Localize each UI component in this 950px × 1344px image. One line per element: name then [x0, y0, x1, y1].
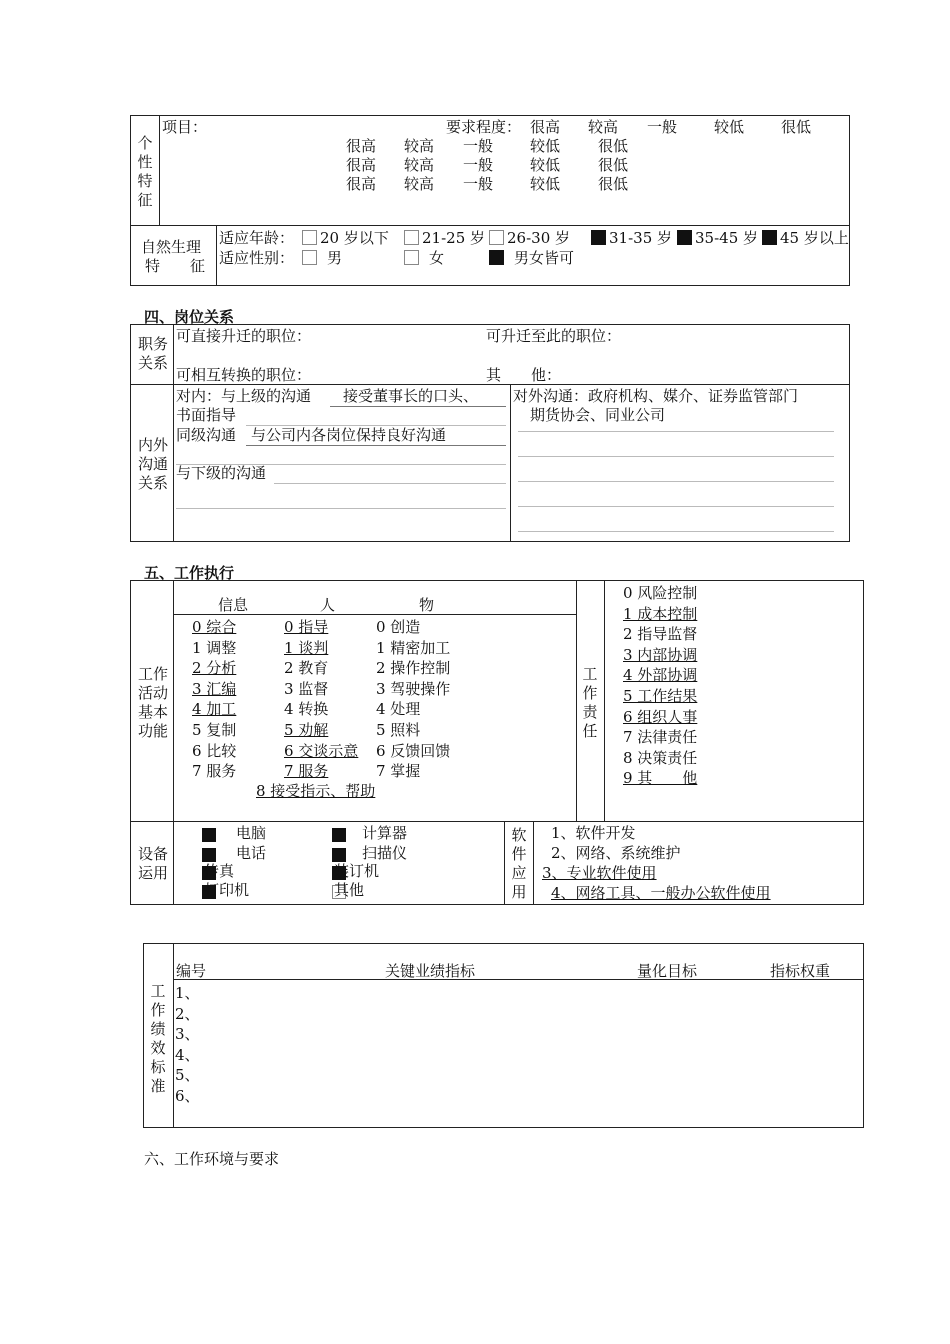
kpi-divider [173, 943, 174, 1128]
info-item: 1 调整 [192, 638, 237, 657]
thing-item: 3 驾驶操作 [376, 679, 451, 698]
mutual-label: 可相互转换的职位： [176, 366, 312, 384]
requirement-level: 一般 [463, 156, 494, 174]
personality-divider [159, 115, 160, 226]
info-item: 0 综合 [192, 618, 237, 636]
kpi-row-number: 3、 [175, 1025, 200, 1044]
people-item: 5 劝解 [284, 721, 329, 739]
responsibility-item: 5 工作结果 [623, 687, 698, 705]
responsibility-item: 6 组织人事 [623, 707, 698, 726]
info-item: 7 服务 [192, 762, 237, 781]
rule-line [274, 483, 506, 484]
thing-item: 4 处理 [376, 700, 421, 719]
people-item: 3 监督 [284, 679, 329, 698]
requirement-level-header: 很低 [781, 118, 812, 136]
rule-line [518, 456, 834, 457]
responsibility-item: 9 其 他 [623, 769, 698, 788]
checkbox-icon[interactable] [404, 230, 419, 245]
equipment-label: 电话 [236, 844, 267, 862]
requirement-level-header: 较高 [588, 118, 619, 136]
info-item: 6 比较 [192, 741, 237, 760]
requirement-label: 要求程度： [446, 118, 522, 136]
checkbox-checked-icon[interactable] [202, 848, 216, 862]
software-item: 1、软件开发 [551, 824, 636, 842]
section5-title: 五、工作执行 [144, 564, 235, 582]
people-item: 6 交谈示意 [284, 741, 359, 760]
activity-table [130, 580, 864, 822]
checkbox-icon[interactable] [404, 250, 419, 265]
checkbox-icon[interactable] [302, 250, 317, 265]
equipment-label: 计算器 [362, 824, 408, 842]
personality-side-label: 个性特征 [137, 134, 153, 209]
requirement-level: 较高 [404, 137, 435, 155]
thing-item: 1 精密加工 [376, 638, 451, 657]
requirement-level: 很高 [346, 156, 377, 174]
kpi-row-number: 5、 [175, 1066, 200, 1085]
gender-label: 适应性别： [219, 249, 295, 267]
requirement-level: 很低 [598, 156, 629, 174]
resp-divider [604, 580, 605, 822]
software-side-label: 软件应用 [511, 826, 527, 901]
kpi-row-number: 6、 [175, 1087, 200, 1105]
checkbox-checked-icon[interactable] [762, 230, 777, 245]
kpi-col-weight: 指标权重 [770, 962, 831, 980]
physio-side-label-1: 自然生理 [141, 238, 202, 256]
age-option-label: 20 岁以下 [320, 229, 389, 247]
requirement-level: 很低 [598, 175, 629, 193]
requirement-level: 较低 [530, 156, 561, 174]
people-item: 0 指导 [284, 618, 329, 636]
checkbox-checked-icon[interactable] [489, 250, 504, 265]
kpi-row-number: 1、 [175, 984, 200, 1002]
checkbox-checked-icon[interactable] [332, 848, 346, 862]
people-item: 2 教育 [284, 659, 329, 678]
software-divider-right [533, 821, 534, 905]
equip-side-label: 设备运用 [137, 845, 168, 882]
requirement-level: 较高 [404, 175, 435, 193]
requirement-level: 较低 [530, 175, 561, 193]
rule-line [518, 481, 834, 482]
section4-title: 四、岗位关系 [144, 308, 235, 326]
comm-side-label: 内外沟通关系 [137, 436, 168, 492]
software-item: 4、网络工具、一般办公软件使用 [551, 884, 771, 902]
resp-side-label: 工作责任 [582, 665, 598, 740]
comm-divider-mid [510, 384, 511, 542]
age-option[interactable] [302, 229, 389, 248]
equipment-label: 扫描仪 [362, 844, 408, 862]
software-divider-left [504, 821, 505, 905]
requirement-level: 很高 [346, 175, 377, 193]
age-option[interactable] [762, 229, 849, 248]
col-info-header: 信息 [218, 596, 249, 614]
age-label: 适应年龄： [219, 229, 295, 247]
responsibility-item: 3 内部协调 [623, 645, 698, 664]
peer-value: 与公司内各岗位保持良好沟通 [251, 426, 447, 444]
rule-line [518, 531, 834, 532]
inner-up-value-2: 书面指导 [176, 406, 237, 424]
info-item: 5 复制 [192, 721, 237, 739]
col-people-header: 人 [320, 596, 336, 614]
info-item: 3 汇编 [192, 679, 237, 698]
people-item: 1 谈判 [284, 638, 329, 657]
people-extra-item: 8 接受指示、帮助 [256, 782, 376, 800]
thing-item: 2 操作控制 [376, 659, 451, 678]
age-option[interactable] [404, 229, 485, 248]
requirement-level: 很高 [346, 137, 377, 155]
activity-side-label: 工作活动基本功能 [137, 665, 168, 740]
kpi-header-rule [173, 979, 864, 980]
requirement-level-header: 较低 [714, 118, 745, 136]
equipment-label: 其他 [334, 881, 365, 899]
kpi-row-number: 2、 [175, 1004, 200, 1023]
outer-label: 对外沟通：政府机构、媒介、证券监管部门 [513, 387, 799, 405]
other-label: 其 他： [486, 366, 562, 384]
col-thing-header: 物 [419, 596, 435, 614]
checkbox-checked-icon[interactable] [677, 230, 692, 245]
age-option[interactable] [677, 229, 758, 248]
thing-item: 7 掌握 [376, 762, 421, 781]
kpi-col-no: 编号 [176, 962, 207, 980]
item-label: 项目： [162, 118, 208, 136]
physio-side-label-2: 特 征 [145, 257, 206, 275]
checkbox-checked-icon[interactable] [332, 828, 346, 842]
gender-option[interactable] [302, 249, 342, 268]
comm-divider-left [173, 384, 174, 542]
thing-item: 0 创造 [376, 618, 421, 636]
age-option-label: 21-25 岁 [422, 229, 486, 247]
requirement-level: 一般 [463, 175, 494, 193]
peer-underline [246, 445, 506, 446]
checkbox-checked-icon[interactable] [591, 230, 606, 245]
requirement-level: 较低 [530, 137, 561, 155]
responsibility-item: 8 决策责任 [623, 748, 698, 767]
kpi-row-number: 4、 [175, 1045, 200, 1064]
duty-side-label: 职务关系 [137, 335, 168, 372]
requirement-level: 较高 [404, 156, 435, 174]
duty-divider [173, 324, 174, 385]
requirement-level-header: 一般 [647, 118, 678, 136]
age-option[interactable] [591, 229, 672, 248]
gender-option-label: 男 [327, 249, 343, 267]
gender-option[interactable] [404, 249, 444, 268]
equip-divider [173, 821, 174, 905]
gender-option-label: 男女皆可 [514, 249, 575, 267]
equipment-label: 打印机 [204, 881, 250, 899]
physio-divider [216, 225, 217, 286]
responsibility-item: 2 指导监督 [623, 625, 698, 644]
responsibility-item: 1 成本控制 [623, 604, 698, 623]
kpi-table [143, 943, 864, 1128]
responsibility-item: 4 外部协调 [623, 666, 698, 685]
responsibility-item: 7 法律责任 [623, 728, 698, 747]
checkbox-icon[interactable] [489, 230, 504, 245]
equipment-label: 传真 [204, 862, 235, 880]
gender-option[interactable] [489, 249, 574, 268]
thing-item: 6 反馈回馈 [376, 741, 451, 760]
info-item: 4 加工 [192, 700, 237, 719]
requirement-level: 很低 [598, 137, 629, 155]
software-item: 3、专业软件使用 [542, 864, 657, 882]
requirement-level: 一般 [463, 137, 494, 155]
checkbox-checked-icon[interactable] [202, 828, 216, 842]
thing-item: 5 照料 [376, 721, 421, 739]
comm-table [130, 384, 850, 542]
down-label: 与下级的沟通 [176, 464, 267, 482]
age-option-label: 31-35 岁 [609, 229, 673, 247]
age-option-label: 26-30 岁 [507, 229, 571, 247]
equipment-label: 装订机 [334, 862, 380, 880]
gender-option-label: 女 [429, 249, 445, 267]
checkbox-icon[interactable] [302, 230, 317, 245]
people-item: 7 服务 [284, 762, 329, 781]
section6-title: 六、工作环境与要求 [144, 1150, 280, 1168]
inner-up-value: 接受董事长的口头、 [343, 387, 479, 405]
rule-line [518, 431, 834, 432]
activity-divider-right [576, 580, 577, 822]
software-item: 2、网络、系统维护 [551, 844, 681, 862]
outer-value-2: 期货协会、同业公司 [530, 406, 666, 424]
rule-line [176, 508, 506, 509]
kpi-col-target: 量化目标 [637, 962, 698, 980]
peer-label: 同级沟通 [176, 426, 237, 444]
requirement-level-header: 很高 [530, 118, 561, 136]
info-item: 2 分析 [192, 659, 237, 678]
kpi-col-kpi: 关键业绩指标 [385, 962, 476, 980]
age-option-label: 35-45 岁 [695, 229, 759, 247]
age-option-label: 45 岁以上 [780, 229, 849, 247]
kpi-side-label: 工作绩效标准 [150, 982, 166, 1095]
promote-direct-label: 可直接升迁的职位： [176, 327, 312, 345]
rule-line [518, 506, 834, 507]
age-option[interactable] [489, 229, 570, 248]
equipment-label: 电脑 [236, 824, 267, 842]
promote-to-label: 可升迁至此的职位： [486, 327, 622, 345]
inner-up-underline [330, 406, 506, 407]
responsibility-item: 0 风险控制 [623, 584, 698, 602]
activity-divider-left [173, 580, 174, 822]
inner-up-label: 对内：与上级的沟通 [176, 387, 312, 405]
people-item: 4 转换 [284, 700, 329, 719]
